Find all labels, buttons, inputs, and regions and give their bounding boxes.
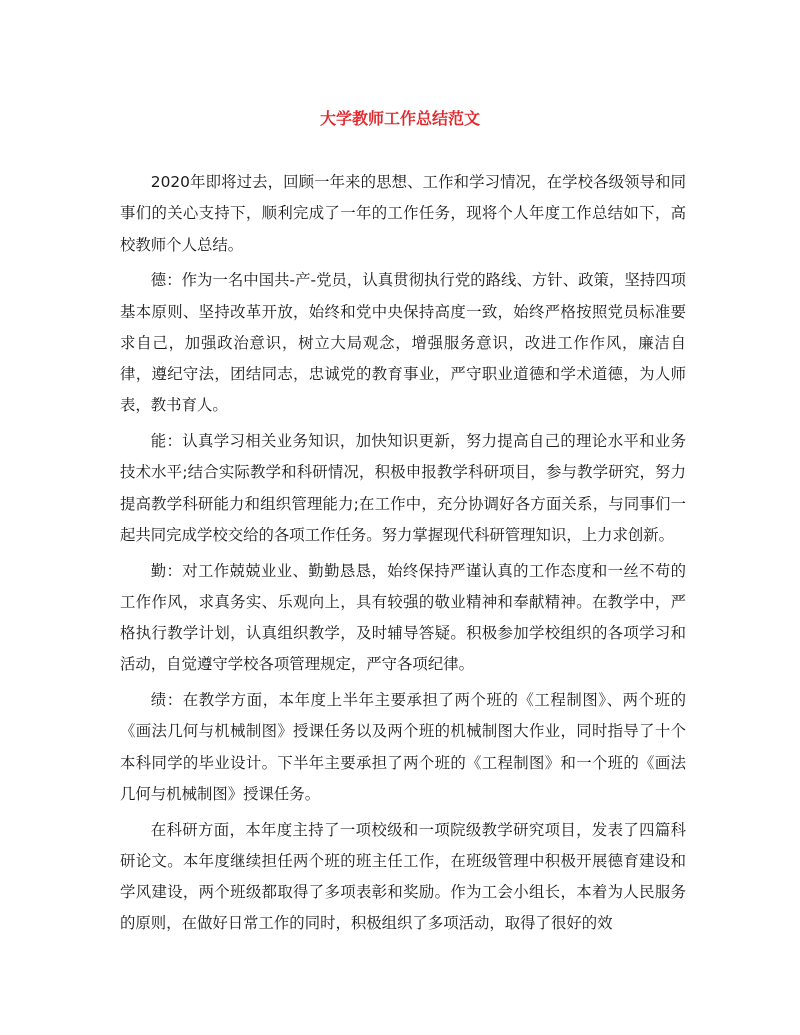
paragraph-morality: 德：作为一名中国共-产-党员，认真贯彻执行党的路线、方针、政策，坚持四项基本原则、坚持改革开放，始终和党中央保持高度一致，始终严格按照党员标准要求自己，加强政治意识，树立大局观念，增强服务意识，改进工作作风，廉洁自律，遵纪守法，团结同志，忠诚党的教育事业，严守职业道德和学术道德，为人师表，教书育人。 <box>120 271 686 415</box>
paragraph-research: 在科研方面，本年度主持了一项校级和一项院级教学研究项目，发表了四篇科研论文。本年度继续担任两个班的班主任工作，在班级管理中积极开展德育建设和学风建设，两个班级都取得了多项表彰和奖励。作为工会小组长，本着为人民服务的原则，在做好日常工作的同时，积极组织了多项活动，取得了很好的效 <box>120 820 686 933</box>
paragraph-intro: 2020年即将过去，回顾一年来的思想、工作和学习情况，在学校各级领导和同事们的关心支持下，顺利完成了一年的工作任务，现将个人年度工作总结如下，高校教师个人总结。 <box>120 173 686 254</box>
document-title: 大学教师工作总结范文 <box>319 109 480 128</box>
paragraph-achievement: 绩：在教学方面，本年度上半年主要承担了两个班的《工程制图》、两个班的《画法几何与机械制图》授课任务以及两个班的机械制图大作业，同时指导了十个本科同学的毕业设计。下半年主要承担了两个班的《工程制图》和一个班的《画法几何与机械制图》授课任务。 <box>120 691 686 803</box>
paragraph-diligence: 勤：对工作兢兢业业、勤勤恳恳，始终保持严谨认真的工作态度和一丝不苟的工作作风，求真务实、乐观向上，具有较强的敬业精神和奉献精神。在教学中，严格执行教学计划，认真组织教学，及时辅导答疑。积极参加学校组织的各项学习和活动，自觉遵守学校各项管理规定，严守各项纪律。 <box>120 561 686 674</box>
document-body <box>120 167 686 944</box>
paragraph-ability: 能：认真学习相关业务知识，加快知识更新，努力提高自己的理论水平和业务技术水平;结合实际教学和科研情况，积极申报教学科研项目，参与教学研究，努力提高教学科研能力和组织管理能力;在工作中，充分协调好各方面关系，与同事们一起共同完成学校交给的各项工作任务。努力掌握现代科研管理知识，上力求创新。 <box>120 432 686 544</box>
